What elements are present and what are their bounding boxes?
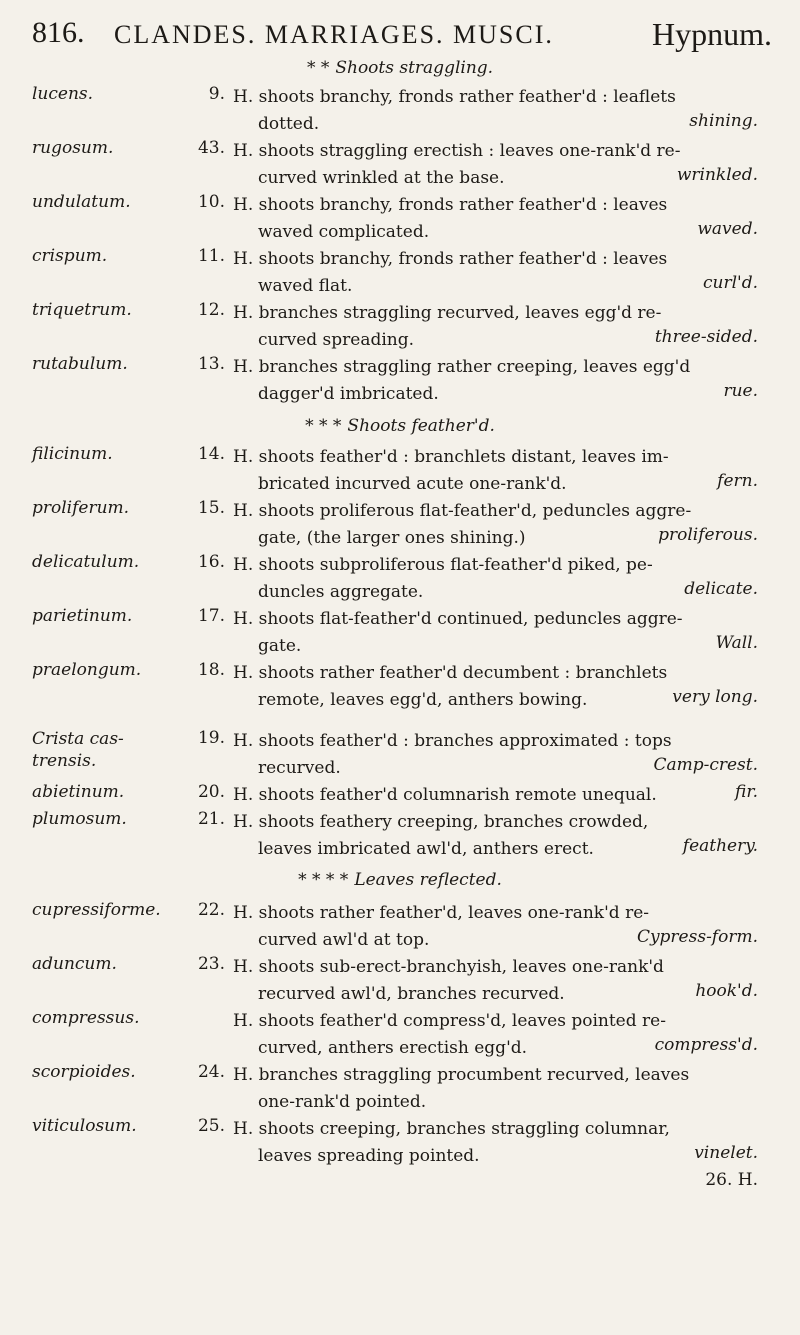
english-name: Wall. bbox=[715, 633, 758, 653]
entry-description: H. shoots subproliferous flat-feather'd piked, pe- duncles aggregate. bbox=[233, 555, 653, 602]
entry-number: 17. bbox=[197, 606, 225, 626]
english-name: vinelet. bbox=[694, 1143, 758, 1163]
entry-description: H. shoots sub-erect-branchyish, leaves one-rank'd recurved awl'd, branches recurved. bbox=[233, 957, 664, 1004]
english-name: hook'd. bbox=[695, 981, 758, 1001]
species-name: proliferum. bbox=[32, 498, 130, 518]
catchword: 26. H. bbox=[705, 1170, 758, 1190]
running-title: CLANDES. MARRIAGES. MUSCI. bbox=[114, 20, 554, 49]
entry-number: 22. bbox=[197, 900, 225, 920]
english-name: Cypress-form. bbox=[636, 927, 758, 947]
english-name: compress'd. bbox=[654, 1035, 758, 1055]
species-name: praelongum. bbox=[32, 660, 142, 680]
entry-description: H. shoots branchy, fronds rather feather'd : leaflets dotted. bbox=[233, 87, 676, 134]
english-name: rue. bbox=[723, 381, 758, 401]
entry-number: 20. bbox=[197, 782, 225, 802]
species-name: scorpioides. bbox=[32, 1062, 136, 1082]
species-name: viticulosum. bbox=[32, 1116, 137, 1136]
species-name: rugosum. bbox=[32, 138, 114, 158]
species-name: compressus. bbox=[32, 1008, 140, 1028]
entry-number: 14. bbox=[197, 444, 225, 464]
entry-description: H. shoots feather'd : branchlets distant, leaves im- bricated incurved acute one-rank'd. bbox=[233, 447, 669, 494]
species-name: plumosum. bbox=[32, 809, 127, 829]
entry-description: H. shoots rather feather'd decumbent : branchlets remote, leaves egg'd, anthers bowing. bbox=[233, 663, 668, 710]
entry-number: 19. bbox=[197, 728, 225, 748]
english-name: delicate. bbox=[684, 579, 758, 599]
entry-number: 11. bbox=[197, 246, 225, 266]
entry-number: 10. bbox=[197, 192, 225, 212]
entry-number: 15. bbox=[197, 498, 225, 518]
english-name: Camp-crest. bbox=[653, 755, 758, 775]
page-header bbox=[32, 10, 772, 54]
english-name: waved. bbox=[697, 219, 758, 239]
entry-description: H. shoots branchy, fronds rather feather'd : leaves waved complicated. bbox=[233, 195, 668, 242]
entry-number: 21. bbox=[197, 809, 225, 829]
entry-description: H. shoots proliferous flat-feather'd, peduncles aggre- gate, (the larger ones shining.) bbox=[233, 501, 692, 548]
entry-description: H. shoots creeping, branches straggling columnar, leaves spreading pointed. bbox=[233, 1119, 670, 1166]
species-name: Crista cas- trensis. bbox=[32, 729, 124, 771]
species-name: aduncum. bbox=[32, 954, 117, 974]
entry-number: 13. bbox=[197, 354, 225, 374]
english-name: wrinkled. bbox=[676, 165, 758, 185]
entry-description: H. shoots feathery creeping, branches crowded, leaves imbricated awl'd, anthers erect. bbox=[233, 812, 649, 859]
species-name: cupressiforme. bbox=[32, 900, 161, 920]
species-name: lucens. bbox=[32, 84, 94, 104]
entry-number: 23. bbox=[197, 954, 225, 974]
entry-number: 25. bbox=[197, 1116, 225, 1136]
species-name: abietinum. bbox=[32, 782, 125, 802]
entry-number: 43. bbox=[197, 138, 225, 158]
page-number: 816. bbox=[32, 16, 85, 49]
entry-number: 12. bbox=[197, 300, 225, 320]
english-name: fern. bbox=[717, 471, 758, 491]
entry-number: 24. bbox=[197, 1062, 225, 1082]
entry-description: H. shoots flat-feather'd continued, peduncles aggre- gate. bbox=[233, 609, 683, 656]
section-heading: * * * * Leaves reflected. bbox=[298, 870, 502, 890]
entry-description: H. shoots feather'd : branches approximated : tops recurved. bbox=[233, 731, 672, 778]
species-name: delicatulum. bbox=[32, 552, 140, 572]
species-name: parietinum. bbox=[32, 606, 133, 626]
english-name: fir. bbox=[734, 782, 758, 802]
english-name: curl'd. bbox=[703, 273, 758, 293]
entry-number: 18. bbox=[197, 660, 225, 680]
entry-description: H. shoots straggling erectish : leaves one-rank'd re- curved wrinkled at the base. bbox=[233, 141, 681, 188]
species-name: undulatum. bbox=[32, 192, 131, 212]
section-heading: * * * Shoots feather'd. bbox=[305, 416, 495, 436]
english-name: three-sided. bbox=[654, 327, 758, 347]
species-name: filicinum. bbox=[32, 444, 113, 464]
entry-description: H. branches straggling procumbent recurved, leaves one-rank'd pointed. bbox=[233, 1065, 690, 1112]
species-name: rutabulum. bbox=[32, 354, 128, 374]
entry-description: H. shoots feather'd compress'd, leaves pointed re- curved, anthers erectish egg'd. bbox=[233, 1011, 666, 1058]
entry-description: H. branches straggling recurved, leaves egg'd re- curved spreading. bbox=[233, 303, 662, 350]
entry-number: 16. bbox=[197, 552, 225, 572]
genus-title: Hypnum. bbox=[652, 16, 772, 52]
species-name: triquetrum. bbox=[32, 300, 132, 320]
entry-description: H. shoots rather feather'd, leaves one-rank'd re- curved awl'd at top. bbox=[233, 903, 650, 950]
english-name: feathery. bbox=[682, 836, 758, 856]
english-name: proliferous. bbox=[658, 525, 758, 545]
entry-description: H. branches straggling rather creeping, leaves egg'd dagger'd imbricated. bbox=[233, 357, 691, 404]
entry-number: 9. bbox=[208, 84, 225, 104]
english-name: very long. bbox=[672, 687, 758, 707]
entry-description: H. shoots branchy, fronds rather feather'd : leaves waved flat. bbox=[233, 249, 668, 296]
section-heading: * * Shoots straggling. bbox=[306, 58, 494, 78]
entry-description: H. shoots feather'd columnarish remote unequal. bbox=[233, 785, 657, 805]
english-name: shining. bbox=[689, 111, 758, 131]
species-name: crispum. bbox=[32, 246, 108, 266]
